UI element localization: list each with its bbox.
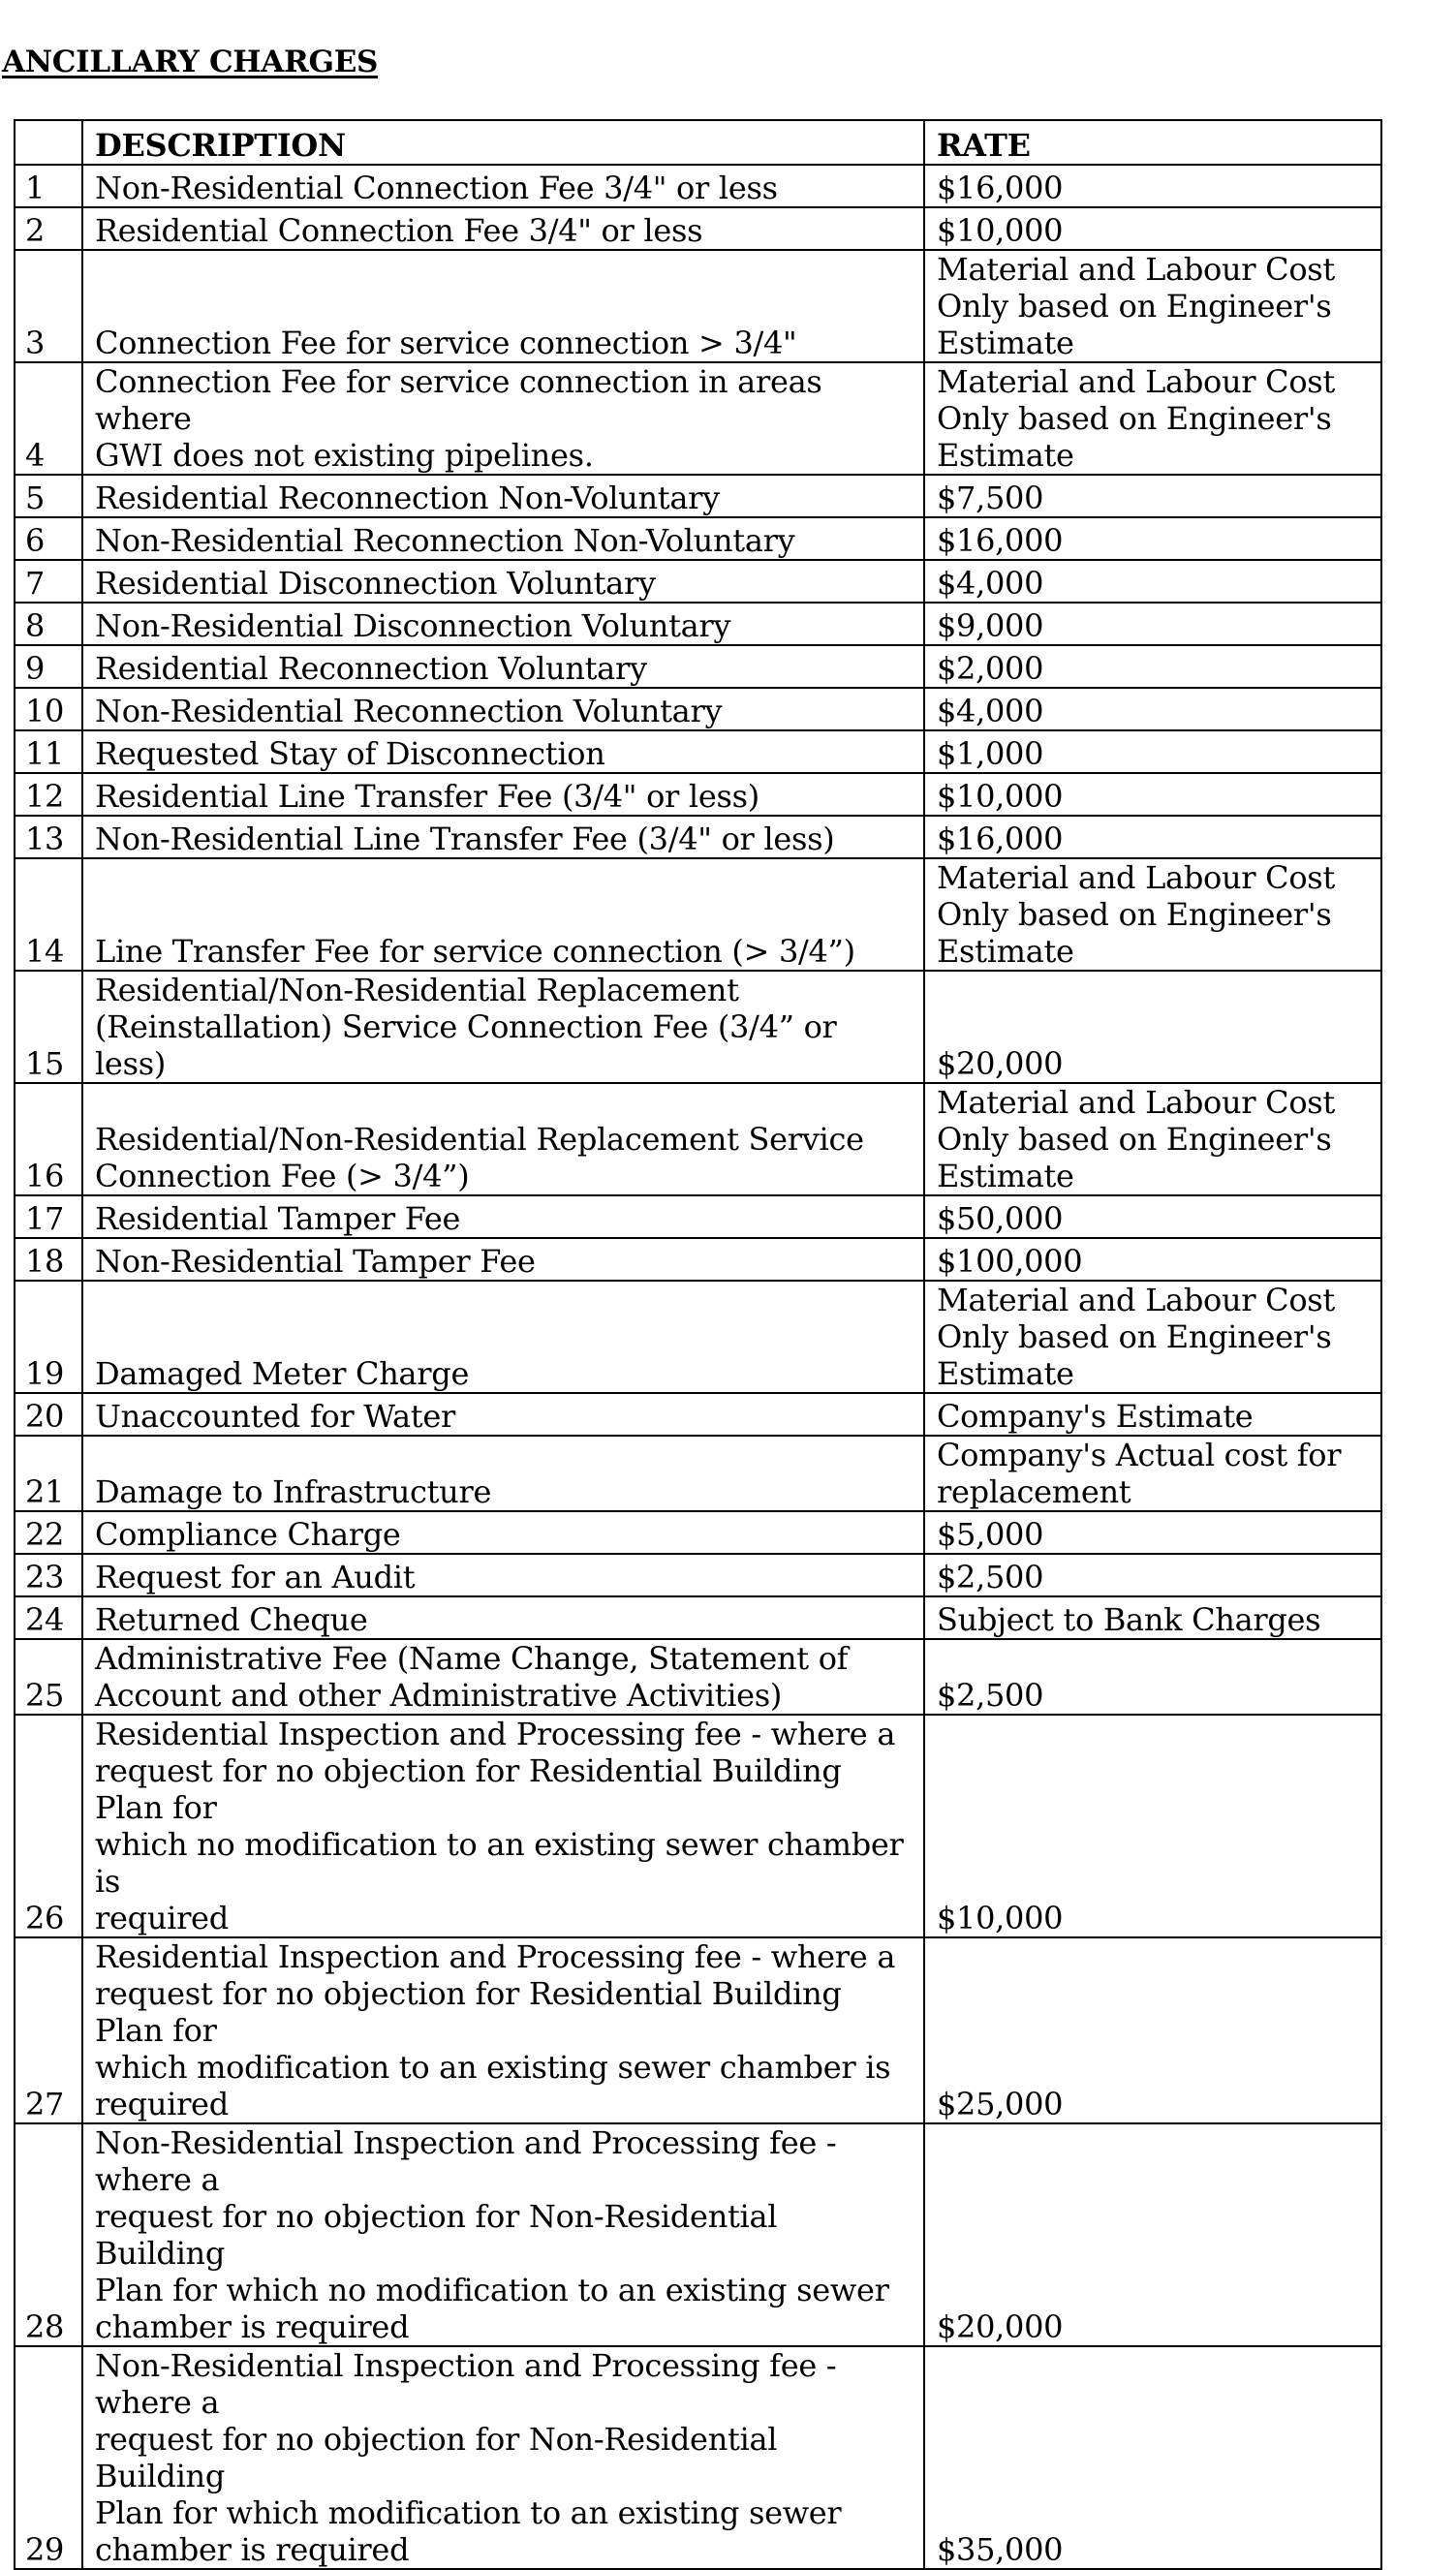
header-rate: RATE	[924, 120, 1381, 165]
row-description: Damage to Infrastructure	[95, 1473, 492, 1510]
row-description-cell	[82, 2346, 924, 2569]
row-rate-cell	[924, 645, 1381, 688]
row-description: Damaged Meter Charge	[95, 1355, 470, 1392]
row-number: 28	[15, 2123, 82, 2346]
row-rate: $25,000	[937, 2086, 1064, 2122]
table-row	[15, 165, 1381, 207]
row-rate: $7,500	[937, 480, 1044, 516]
row-description: Residential/Non-Residential Replacement Service Connection Fee (> 3/4”)	[95, 1121, 864, 1194]
row-rate: $9,000	[937, 607, 1044, 644]
row-rate-cell	[924, 1083, 1381, 1195]
row-description: Residential Line Transfer Fee (3/4" or less)	[95, 778, 759, 815]
table-row	[15, 207, 1381, 250]
row-rate: $2,000	[937, 650, 1044, 687]
row-description-cell	[82, 971, 924, 1083]
row-description-cell	[82, 603, 924, 645]
row-rate: $10,000	[937, 1900, 1064, 1936]
row-description: Residential Tamper Fee	[95, 1200, 461, 1237]
table-row	[15, 1195, 1381, 1238]
row-rate-cell	[924, 1937, 1381, 2123]
table-row	[15, 688, 1381, 730]
row-description: Non-Residential Tamper Fee	[95, 1243, 536, 1280]
table-row	[15, 1238, 1381, 1281]
row-number: 16	[15, 1083, 82, 1195]
row-rate-cell	[924, 1195, 1381, 1238]
row-description-cell	[82, 1554, 924, 1596]
row-rate-cell	[924, 1511, 1381, 1554]
row-description-cell	[82, 475, 924, 517]
row-rate: $35,000	[937, 2531, 1064, 2568]
row-rate-cell	[924, 165, 1381, 207]
row-description: Connection Fee for service connection in areas where GWI does not existing pipelines.	[95, 363, 822, 474]
row-number: 17	[15, 1195, 82, 1238]
table-row	[15, 1715, 1381, 1937]
row-rate: $16,000	[937, 821, 1064, 857]
table-row	[15, 730, 1381, 773]
row-number: 21	[15, 1436, 82, 1511]
row-description-cell	[82, 1436, 924, 1511]
table-row	[15, 1554, 1381, 1596]
table-row	[15, 2123, 1381, 2346]
row-rate-cell	[924, 1436, 1381, 1511]
row-rate: Material and Labour Cost Only based on Engineer's Estimate	[937, 1084, 1335, 1194]
table-row	[15, 858, 1381, 971]
row-rate-cell	[924, 971, 1381, 1083]
row-description: Unaccounted for Water	[95, 1398, 455, 1435]
row-number: 25	[15, 1639, 82, 1715]
row-description: Non-Residential Reconnection Voluntary	[95, 693, 723, 729]
row-description-cell	[82, 816, 924, 858]
row-number: 19	[15, 1281, 82, 1393]
row-description: Residential Connection Fee 3/4" or less	[95, 212, 703, 249]
table-row	[15, 250, 1381, 362]
table-row	[15, 560, 1381, 603]
row-number: 4	[15, 362, 82, 475]
row-number: 26	[15, 1715, 82, 1937]
row-description: Connection Fee for service connection > 3/4"	[95, 325, 797, 361]
row-description: Residential Disconnection Voluntary	[95, 565, 656, 602]
row-description-cell	[82, 688, 924, 730]
row-description: Returned Cheque	[95, 1601, 368, 1638]
header-number	[15, 120, 82, 165]
row-number: 10	[15, 688, 82, 730]
row-rate-cell	[924, 1554, 1381, 1596]
row-rate: $100,000	[937, 1243, 1083, 1280]
table-row	[15, 362, 1381, 475]
row-rate-cell	[924, 1715, 1381, 1937]
row-description: Compliance Charge	[95, 1516, 401, 1553]
row-number: 22	[15, 1511, 82, 1554]
row-rate-cell	[924, 858, 1381, 971]
row-number: 18	[15, 1238, 82, 1281]
table-row	[15, 1937, 1381, 2123]
row-rate: $1,000	[937, 735, 1044, 772]
row-rate: $2,500	[937, 1677, 1044, 1714]
row-description-cell	[82, 858, 924, 971]
table-row	[15, 1596, 1381, 1639]
row-rate-cell	[924, 1639, 1381, 1715]
row-rate-cell	[924, 730, 1381, 773]
row-rate-cell	[924, 688, 1381, 730]
row-rate: $5,000	[937, 1516, 1044, 1553]
row-description: Requested Stay of Disconnection	[95, 735, 605, 772]
row-rate-cell	[924, 475, 1381, 517]
table-body	[15, 165, 1381, 2569]
row-rate: $4,000	[937, 693, 1044, 729]
row-number: 2	[15, 207, 82, 250]
row-description: Request for an Audit	[95, 1559, 416, 1595]
row-rate-cell	[924, 207, 1381, 250]
row-number: 11	[15, 730, 82, 773]
row-description-cell	[82, 730, 924, 773]
row-rate: $16,000	[937, 170, 1064, 206]
row-rate: $4,000	[937, 565, 1044, 602]
row-description: Residential Reconnection Non-Voluntary	[95, 480, 720, 516]
row-rate-cell	[924, 1596, 1381, 1639]
row-description-cell	[82, 1393, 924, 1436]
row-rate: $50,000	[937, 1200, 1064, 1237]
row-rate-cell	[924, 2346, 1381, 2569]
row-description-cell	[82, 1639, 924, 1715]
row-number: 29	[15, 2346, 82, 2569]
row-rate-cell	[924, 1281, 1381, 1393]
table-header-row	[15, 120, 1381, 165]
row-rate: Company's Actual cost for replacement	[937, 1437, 1342, 1510]
row-description: Non-Residential Line Transfer Fee (3/4" or less)	[95, 821, 835, 857]
row-description: Residential Inspection and Processing fee - where a request for no objection for Residential Building Plan for which no modification to an existing sewer chamber is required	[95, 1716, 904, 1936]
row-rate: $20,000	[937, 2308, 1064, 2345]
row-description: Administrative Fee (Name Change, Statement of Account and other Administrative Activities)	[95, 1640, 849, 1714]
row-number: 15	[15, 971, 82, 1083]
row-number: 9	[15, 645, 82, 688]
table-row	[15, 816, 1381, 858]
row-number: 5	[15, 475, 82, 517]
table-row	[15, 1083, 1381, 1195]
table-row	[15, 1639, 1381, 1715]
page-title: ANCILLARY CHARGES	[2, 45, 379, 79]
row-description-cell	[82, 773, 924, 816]
row-description-cell	[82, 1511, 924, 1554]
row-description-cell	[82, 250, 924, 362]
row-number: 27	[15, 1937, 82, 2123]
row-rate: $20,000	[937, 1045, 1064, 1082]
table-row	[15, 517, 1381, 560]
row-description-cell	[82, 560, 924, 603]
row-description: Non-Residential Connection Fee 3/4" or less	[95, 170, 778, 206]
row-description: Non-Residential Inspection and Processing fee - where a request for no objection for Non-Residential Building Plan for which modification to an existing sewer chamber is required	[95, 2347, 842, 2568]
row-rate: Material and Labour Cost Only based on Engineer's Estimate	[937, 363, 1335, 474]
row-rate-cell	[924, 2123, 1381, 2346]
row-description: Non-Residential Reconnection Non-Voluntary	[95, 522, 795, 559]
row-description-cell	[82, 165, 924, 207]
row-description-cell	[82, 362, 924, 475]
row-rate: $16,000	[937, 522, 1064, 559]
row-number: 8	[15, 603, 82, 645]
row-description-cell	[82, 2123, 924, 2346]
table-row	[15, 1436, 1381, 1511]
table-row	[15, 1281, 1381, 1393]
row-description-cell	[82, 1596, 924, 1639]
row-description-cell	[82, 1238, 924, 1281]
row-rate: $10,000	[937, 778, 1064, 815]
row-rate-cell	[924, 250, 1381, 362]
row-number: 1	[15, 165, 82, 207]
row-description-cell	[82, 1195, 924, 1238]
row-description-cell	[82, 1715, 924, 1937]
row-rate-cell	[924, 1238, 1381, 1281]
row-description: Non-Residential Inspection and Processing fee - where a request for no objection for Non-Residential Building Plan for which no modification to an existing sewer chamber is required	[95, 2124, 889, 2345]
row-number: 7	[15, 560, 82, 603]
row-rate: Material and Labour Cost Only based on Engineer's Estimate	[937, 251, 1335, 361]
row-number: 14	[15, 858, 82, 971]
header-description: DESCRIPTION	[82, 120, 924, 165]
table-row	[15, 645, 1381, 688]
table-row	[15, 1393, 1381, 1436]
row-number: 6	[15, 517, 82, 560]
row-rate-cell	[924, 1393, 1381, 1436]
row-rate-cell	[924, 773, 1381, 816]
row-description-cell	[82, 1937, 924, 2123]
row-description: Non-Residential Disconnection Voluntary	[95, 607, 731, 644]
row-rate: Subject to Bank Charges	[937, 1601, 1321, 1638]
table-row	[15, 773, 1381, 816]
row-rate-cell	[924, 603, 1381, 645]
row-rate-cell	[924, 816, 1381, 858]
row-number: 3	[15, 250, 82, 362]
row-rate: Material and Labour Cost Only based on Engineer's Estimate	[937, 859, 1335, 970]
row-rate: $2,500	[937, 1559, 1044, 1595]
row-description-cell	[82, 207, 924, 250]
row-description-cell	[82, 645, 924, 688]
table-row	[15, 603, 1381, 645]
row-number: 24	[15, 1596, 82, 1639]
row-number: 20	[15, 1393, 82, 1436]
row-rate-cell	[924, 362, 1381, 475]
ancillary-charges-table	[14, 119, 1382, 2570]
row-rate-cell	[924, 517, 1381, 560]
row-rate: Company's Estimate	[937, 1398, 1254, 1435]
table-row	[15, 2346, 1381, 2569]
row-description-cell	[82, 1083, 924, 1195]
row-description: Residential Inspection and Processing fee - where a request for no objection for Residential Building Plan for which modification to an existing sewer chamber is required	[95, 1938, 896, 2122]
table-row	[15, 1511, 1381, 1554]
table-row	[15, 971, 1381, 1083]
row-description-cell	[82, 517, 924, 560]
row-description: Residential/Non-Residential Replacement (Reinstallation) Service Connection Fee (3/4” or less)	[95, 972, 837, 1082]
row-rate: Material and Labour Cost Only based on Engineer's Estimate	[937, 1282, 1335, 1392]
row-number: 12	[15, 773, 82, 816]
row-rate-cell	[924, 560, 1381, 603]
row-description: Residential Reconnection Voluntary	[95, 650, 647, 687]
row-description-cell	[82, 1281, 924, 1393]
row-number: 23	[15, 1554, 82, 1596]
row-number: 13	[15, 816, 82, 858]
row-rate: $10,000	[937, 212, 1064, 249]
row-description: Line Transfer Fee for service connection (> 3/4”)	[95, 933, 855, 970]
table-row	[15, 475, 1381, 517]
